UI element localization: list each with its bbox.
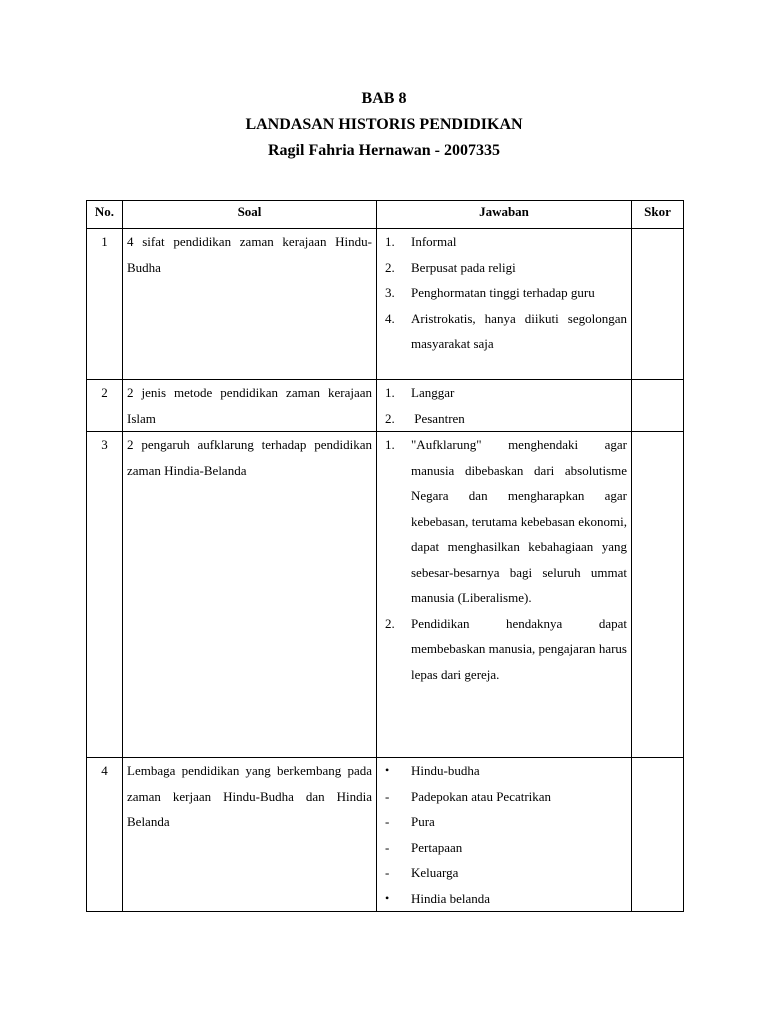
table-row [87, 432, 684, 758]
score-cell[interactable] [632, 229, 684, 380]
row-number: 4 [87, 758, 123, 912]
list-item: 4. Aristrokatis, hanya diikuti segolongan masyarakat saja [385, 310, 627, 351]
score-cell[interactable] [632, 432, 684, 758]
answer-cell [377, 432, 632, 758]
question-text: 2 pengaruh aufklarung terhadap pendidikan zaman Hindia-Belanda [123, 432, 377, 758]
list-item: - Pura [385, 814, 435, 829]
answer-list [381, 229, 627, 357]
chapter-label: BAB 8 [361, 90, 407, 107]
answer-cell [377, 229, 632, 380]
question-text: Lembaga pendidikan yang berkembang pada zaman kerjaan Hindu-Budha dan Hindia Belanda [123, 758, 377, 912]
list-item: • Hindu-budha [385, 763, 480, 778]
answer-list [381, 432, 627, 687]
header-no: No. [87, 201, 123, 229]
table-header-row [87, 201, 684, 229]
header-skor: Skor [632, 201, 684, 229]
row-number: 1 [87, 229, 123, 380]
answer-cell [377, 380, 632, 432]
score-cell[interactable] [632, 758, 684, 912]
header-soal: Soal [123, 201, 377, 229]
list-item: 1. "Aufklarung" menghendaki agar manusia dibebaskan dari absolutisme Negara dan mengharapkan agar kebebasan, terutama kebebasan ekonomi, dapat menghasilkan kebahagiaan yang sebesar-besarnya bagi seluruh ummat manusia (Liberalisme). [385, 437, 627, 605]
row-number: 3 [87, 432, 123, 758]
list-item: 3. Penghormatan tinggi terhadap guru [385, 285, 595, 300]
table-row [87, 758, 684, 912]
question-text: 2 jenis metode pendidikan zaman kerajaan Islam [123, 380, 377, 432]
author-line: Ragil Fahria Hernawan - 2007335 [268, 142, 500, 159]
document-title: LANDASAN HISTORIS PENDIDIKAN [245, 116, 523, 133]
score-cell[interactable] [632, 380, 684, 432]
list-item: 2. Pendidikan hendaknya dapat membebaskan manusia, pengajaran harus lepas dari gereja. [385, 615, 627, 682]
question-text: 4 sifat pendidikan zaman kerajaan Hindu-Budha [123, 229, 377, 380]
answer-list [381, 758, 627, 911]
row-number: 2 [87, 380, 123, 432]
list-item: - Keluarga [385, 865, 459, 880]
question-answer-table [86, 200, 684, 912]
list-item: 2. Berpusat pada religi [385, 259, 516, 275]
list-item: • Hindia belanda [385, 890, 491, 906]
answer-list [381, 380, 627, 431]
list-item: - Padepokan atau Pecatrikan [385, 788, 552, 804]
list-item: - Pertapaan [385, 839, 463, 855]
answer-cell [377, 758, 632, 912]
list-item: 1. Langgar [385, 385, 455, 400]
list-item: 2. Pesantren [385, 410, 465, 426]
table-row [87, 229, 684, 380]
document-header [0, 86, 768, 164]
header-jawaban: Jawaban [377, 201, 632, 229]
table-row [87, 380, 684, 432]
list-item: 1. Informal [385, 234, 457, 249]
